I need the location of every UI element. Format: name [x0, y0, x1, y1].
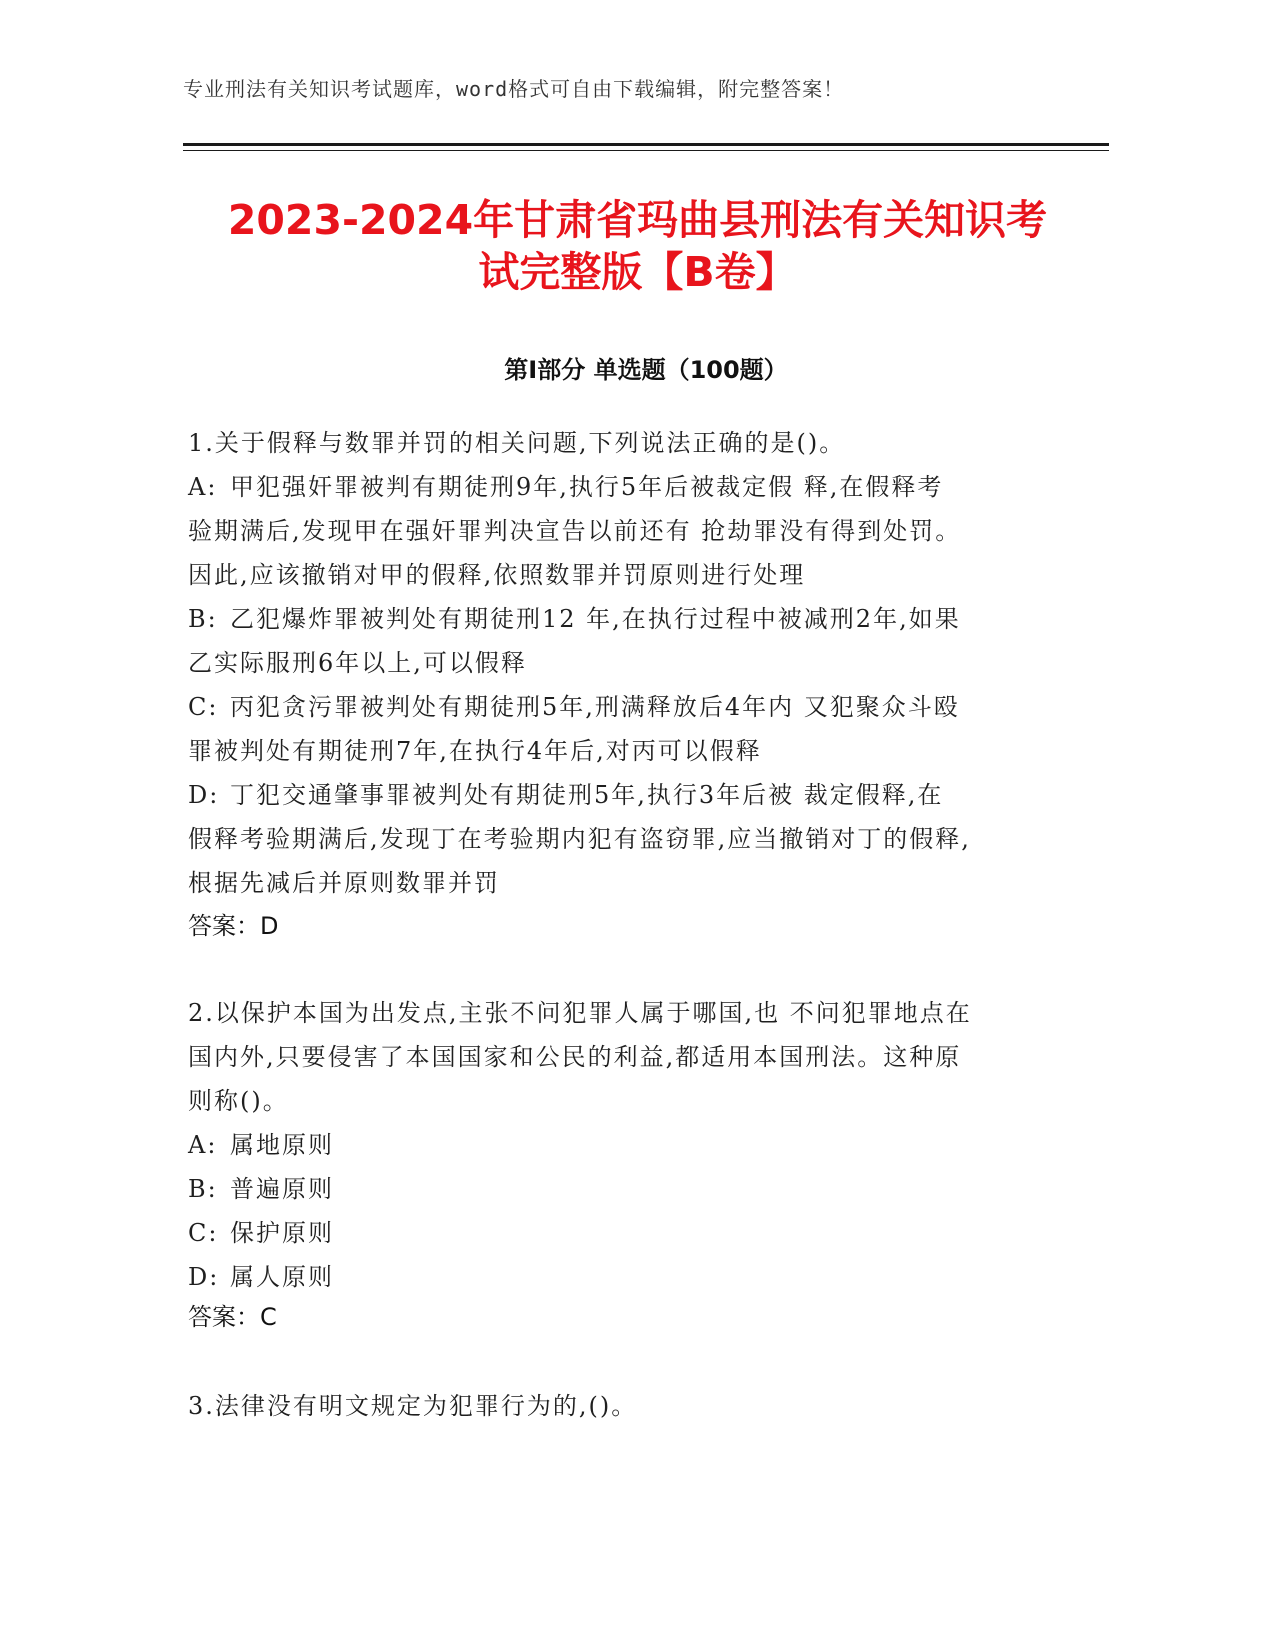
option-text: 普遍原则 — [230, 1175, 334, 1203]
header-note: 专业刑法有关知识考试题库，word格式可自由下载编辑，附完整答案！ — [183, 77, 845, 101]
option-label: A: — [188, 473, 218, 501]
answer-1: 答案：D — [188, 912, 279, 940]
option-text: 属人原则 — [230, 1263, 334, 1291]
question-stem-continued: 则称()。 — [188, 1087, 289, 1115]
document-title — [160, 194, 1115, 298]
option-label: C: — [188, 1219, 219, 1247]
option-label: A: — [188, 1131, 218, 1159]
option-label: D: — [188, 781, 220, 809]
option-text-continued: 罪被判处有期徒刑7年,在执行4年后,对丙可以假释 — [188, 737, 762, 765]
header-rule-thick — [183, 143, 1109, 146]
option-text-continued: 验期满后,发现甲在强奸罪判决宣告以前还有 抢劫罪没有得到处罚。 — [188, 517, 962, 545]
option-label: B: — [188, 605, 218, 633]
option-text-continued: 因此,应该撤销对甲的假释,依照数罪并罚原则进行处理 — [188, 561, 806, 589]
title-line-2: 试完整版【B卷】 — [478, 248, 797, 296]
option-c — [188, 685, 1068, 729]
option-c — [188, 1211, 1068, 1255]
option-b — [188, 1167, 1068, 1211]
question-stem: 3.法律没有明文规定为犯罪行为的,()。 — [188, 1392, 638, 1420]
header-rule-thin — [183, 150, 1109, 151]
option-text: 乙犯爆炸罪被判处有期徒刑12 年,在执行过程中被减刑2年,如果 — [230, 605, 961, 633]
question-stem: 2.以保护本国为出发点,主张不问犯罪人属于哪国,也 不问犯罪地点在 — [188, 999, 972, 1027]
question-2 — [188, 991, 1068, 1299]
title-line-1: 2023-2024年甘肃省玛曲县刑法有关知识考 — [227, 196, 1048, 244]
question-stem: 1.关于假释与数罪并罚的相关问题,下列说法正确的是()。 — [188, 429, 846, 457]
option-text-continued: 乙实际服刑6年以上,可以假释 — [188, 649, 527, 677]
option-text: 丙犯贪污罪被判处有期徒刑5年,刑满释放后4年内 又犯聚众斗殴 — [230, 693, 960, 721]
option-a — [188, 1123, 1068, 1167]
question-stem-continued: 国内外,只要侵害了本国国家和公民的利益,都适用本国刑法。这种原 — [188, 1043, 962, 1071]
option-text: 甲犯强奸罪被判有期徒刑9年,执行5年后被裁定假 释,在假释考 — [230, 473, 944, 501]
option-text-continued: 假释考验期满后,发现丁在考验期内犯有盗窃罪,应当撤销对丁的假释, — [188, 825, 971, 853]
option-text: 属地原则 — [230, 1131, 334, 1159]
option-label: B: — [188, 1175, 218, 1203]
question-1 — [188, 421, 1068, 905]
option-a — [188, 465, 1068, 509]
section-heading: 第Ⅰ部分 单选题（100题） — [504, 356, 788, 384]
answer-2: 答案：C — [188, 1303, 277, 1331]
option-text: 保护原则 — [230, 1219, 334, 1247]
option-d — [188, 773, 1068, 817]
option-text: 丁犯交通肇事罪被判处有期徒刑5年,执行3年后被 裁定假释,在 — [230, 781, 944, 809]
option-b — [188, 597, 1068, 641]
question-3 — [188, 1384, 1068, 1428]
option-label: C: — [188, 693, 219, 721]
option-label: D: — [188, 1263, 220, 1291]
option-d — [188, 1255, 1068, 1299]
option-text-continued: 根据先减后并原则数罪并罚 — [188, 869, 500, 897]
